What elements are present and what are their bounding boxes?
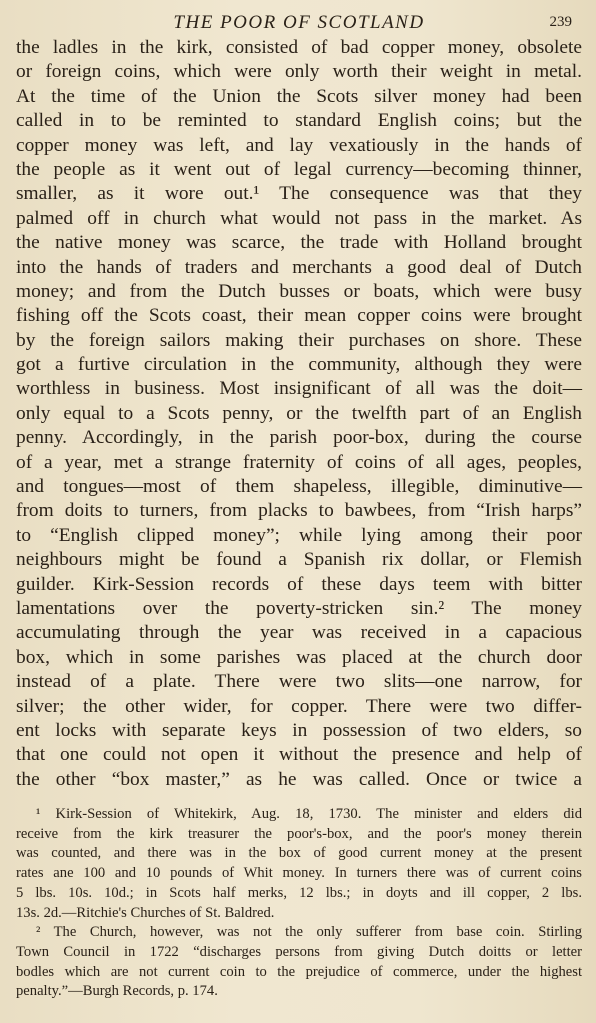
- body-line: box, which in some parishes was placed at the church door: [16, 646, 582, 668]
- body-line: accumulating through the year was received in a capacious: [16, 622, 582, 644]
- footnote-line: ¹ Kirk-Session of Whitekirk, Aug. 18, 1730. The minister and elders did: [36, 806, 582, 823]
- footnote-line: rates ane 100 and 10 pounds of Whit money. In turners there was of current coins: [16, 865, 582, 882]
- footnote-line: receive from the kirk treasurer the poor's-box, and the poor's money therein: [16, 825, 582, 842]
- body-line: called in to be reminted to standard English coins; but the: [16, 110, 582, 132]
- body-line: guilder. Kirk-Session records of these days teem with bitter: [16, 573, 582, 595]
- body-line: silver; the other wider, for copper. There were two differ-: [16, 695, 582, 717]
- body-line: ent locks with separate keys in possession of two elders, so: [16, 719, 582, 741]
- body-line: only equal to a Scots penny, or the twelfth part of an English: [16, 402, 582, 424]
- body-line: neighbours might be found a Spanish rix dollar, or Flemish: [16, 549, 582, 571]
- footnote-line: penalty.”—Burgh Records, p. 174.: [16, 983, 218, 1000]
- footnote-line: was counted, and there was in the box of good current money at the present: [16, 845, 582, 862]
- body-line: the people as it went out of legal currency—becoming thinner,: [16, 158, 582, 180]
- body-line: money; and from the Dutch busses or boats, which were busy: [16, 280, 582, 302]
- body-line: the other “box master,” as he was called. Once or twice a: [16, 768, 582, 790]
- body-line: to “English clipped money”; while lying among their poor: [16, 524, 582, 546]
- page-header: [16, 6, 582, 36]
- footnote-line: bodles which are not current coin to the prejudice of commerce, under the highest: [16, 963, 582, 980]
- footnote-line: 13s. 2d.—Ritchie's Churches of St. Baldred.: [16, 904, 275, 921]
- body-line: At the time of the Union the Scots silver money had been: [16, 85, 582, 107]
- footnote-line: Town Council in 1722 “discharges persons from giving Dutch doitts or letter: [16, 943, 582, 960]
- body-text: [16, 36, 582, 792]
- body-line: from doits to turners, from placks to bawbees, from “Irish harps”: [16, 500, 582, 522]
- body-line: lamentations over the poverty-stricken sin.² The money: [16, 597, 582, 619]
- body-line: worthless in business. Most insignificant of all was the doit—: [16, 378, 582, 400]
- body-line: by the foreign sailors making their purchases on shore. These: [16, 329, 582, 351]
- running-head: THE POOR OF SCOTLAND: [173, 12, 425, 33]
- body-line: copper money was left, and lay vexatiously in the hands of: [16, 134, 582, 156]
- footnote-2: [16, 923, 582, 1002]
- body-line: and tongues—most of them shapeless, illegible, diminutive—: [16, 476, 582, 498]
- body-line: into the hands of traders and merchants a good deal of Dutch: [16, 256, 582, 278]
- body-line: the ladles in the kirk, consisted of bad copper money, obsolete: [16, 37, 582, 58]
- body-line: of a year, met a strange fraternity of coins of all ages, peoples,: [16, 451, 582, 473]
- body-line: palmed off in church what would not pass in the market. As: [16, 207, 582, 229]
- page-number: 239: [549, 14, 572, 30]
- footnote-1: [16, 805, 582, 923]
- body-line: or foreign coins, which were only worth their weight in metal.: [16, 61, 582, 83]
- footnotes: [16, 805, 582, 1002]
- body-line: smaller, as it wore out.¹ The consequence was that they: [16, 183, 582, 205]
- footnote-line: 5 lbs. 10s. 10d.; in Scots half merks, 12 lbs.; in doyts and ill copper, 2 lbs.: [16, 884, 582, 901]
- body-line: instead of a plate. There were two slits—one narrow, for: [16, 671, 582, 693]
- footnote-line: ² The Church, however, was not the only sufferer from base coin. Stirling: [36, 924, 582, 941]
- body-line: that one could not open it without the presence and help of: [16, 744, 582, 766]
- body-line: the native money was scarce, the trade with Holland brought: [16, 232, 582, 254]
- body-line: fishing off the Scots coast, their mean copper coins were brought: [16, 305, 582, 327]
- body-line: got a furtive circulation in the community, although they were: [16, 354, 582, 376]
- body-line: penny. Accordingly, in the parish poor-box, during the course: [16, 427, 582, 449]
